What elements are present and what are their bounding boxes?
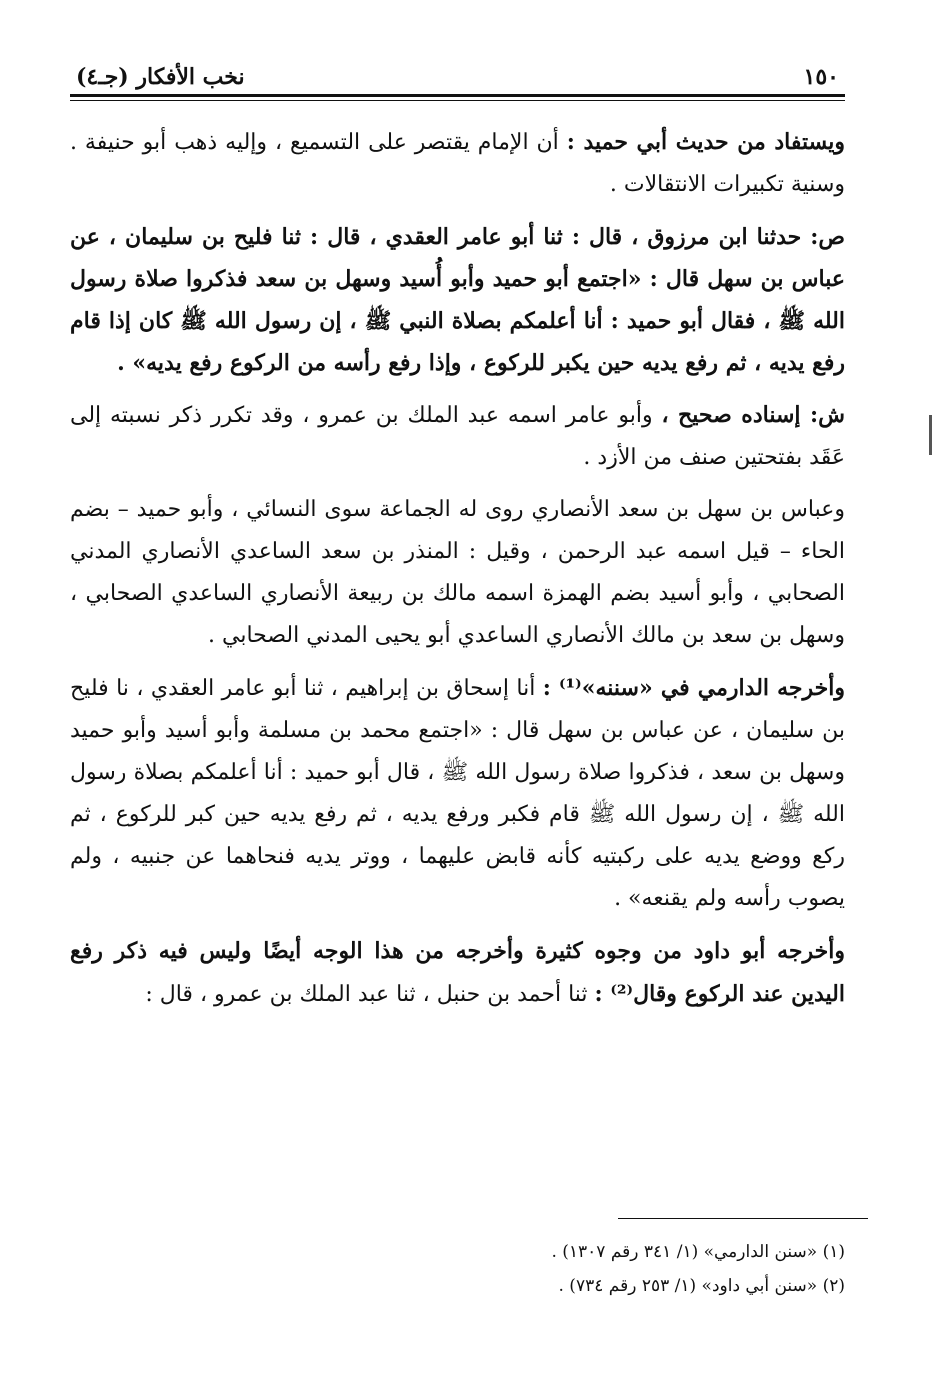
paragraph-body: ص: حدثنا ابن مرزوق ، قال : ثنا أبو عامر العقدي ، قال : ثنا فليح بن سليمان ، عن عباس بن سهل قال : «اجتمع أبو حميد وأبو أُسيد وسهل بن سعد فذكروا صلاة رسول الله ﷺ ، فقال أبو حميد : أنا أعلمكم بصلاة النبي ﷺ ، إن رسول الله ﷺ كان إذا قام رفع يديه ، ثم رفع يديه حين يكبر للركوع ، وإذا رفع رأسه من الركوع رفع يديه» . bbox=[70, 224, 845, 376]
header-rule-thin bbox=[70, 100, 845, 101]
footnotes bbox=[145, 1235, 845, 1303]
footnote-1: (١) «سنن الدارمي» (١/ ٣٤١ رقم ١٣٠٧) . bbox=[551, 1242, 845, 1262]
paragraph-lead: وأخرجه أبو داود من وجوه كثيرة وأخرجه من هذا الوجه أيضًا وليس فيه ذكر رفع اليدين عند الركوع وقال⁽²⁾ : bbox=[70, 938, 845, 1007]
page-number: ١٥٠ bbox=[803, 64, 839, 90]
paragraph-1 bbox=[70, 121, 845, 206]
paragraph-body: أن الإمام يقتصر على التسميع ، وإليه ذهب أبو حنيفة . وسنية تكبيرات الانتقالات . bbox=[70, 130, 845, 197]
paragraph-5 bbox=[70, 667, 845, 920]
paragraph-body: وأبو عامر اسمه عبد الملك بن عمرو ، وقد تكرر ذكر نسبته إلى عَقَد بفتحتين صنف من الأزد . bbox=[70, 403, 845, 470]
paragraph-lead: ش: إسناده صحيح ، bbox=[661, 402, 845, 428]
header-rule bbox=[70, 94, 845, 97]
paragraph-lead: وأخرجه الدارمي في «سننه»⁽¹⁾ : bbox=[542, 675, 845, 701]
book-title: نخب الأفكار (جـ٤) bbox=[76, 64, 245, 90]
paragraph-6 bbox=[70, 930, 845, 1016]
paragraph-body: أنا إسحاق بن إبراهيم ، ثنا أبو عامر العقدي ، نا فليح بن سليمان ، عن عباس بن سهل قال : «اجتمع محمد بن مسلمة وأبو أسيد وأبو حميد وسهل بن سعد ، فذكروا صلاة رسول الله ﷺ ، قال أبو حميد : أنا أعلمكم بصلاة رسول الله ﷺ ، إن رسول الله ﷺ قام فكبر ورفع يديه ، ثم رفع يديه حين كبر للركوع ، ثم ركع ووضع يديه على ركبتيه كأنه قابض عليهما ، ووتر يديه فنحاهما عن جنبيه ، ولم يصوب رأسه ولم يقنعه» . bbox=[70, 676, 845, 911]
page-edge-mark bbox=[929, 415, 932, 455]
paragraph-4 bbox=[70, 489, 845, 657]
footnote-2: (٢) «سنن أبي داود» (١/ ٢٥٣ رقم ٧٣٤) . bbox=[558, 1276, 845, 1296]
main-text bbox=[70, 121, 845, 1016]
paragraph-body: ثنا أحمد بن حنبل ، ثنا عبد الملك بن عمرو ، قال : bbox=[145, 982, 595, 1007]
paragraph-lead: ويستفاد من حديث أبي حميد : bbox=[566, 129, 845, 155]
paragraph-3 bbox=[70, 394, 845, 479]
paragraph-body: وعباس بن سهل بن سعد الأنصاري روى له الجماعة سوى النسائي ، وأبو حميد – بضم الحاء – قيل اسمه عبد الرحمن ، وقيل : المنذر بن سعد الساعدي الأنصاري المدني الصحابي ، وأبو أسيد بضم الهمزة اسمه مالك بن ربيعة الأنصاري الساعدي الصحابي ، وسهل بن سعد بن مالك الأنصاري الساعدي أبو يحيى المدني الصحابي . bbox=[70, 497, 845, 648]
book-page bbox=[70, 52, 845, 1026]
footnote-separator bbox=[618, 1218, 868, 1219]
paragraph-2 bbox=[70, 216, 845, 384]
running-header bbox=[70, 52, 845, 90]
